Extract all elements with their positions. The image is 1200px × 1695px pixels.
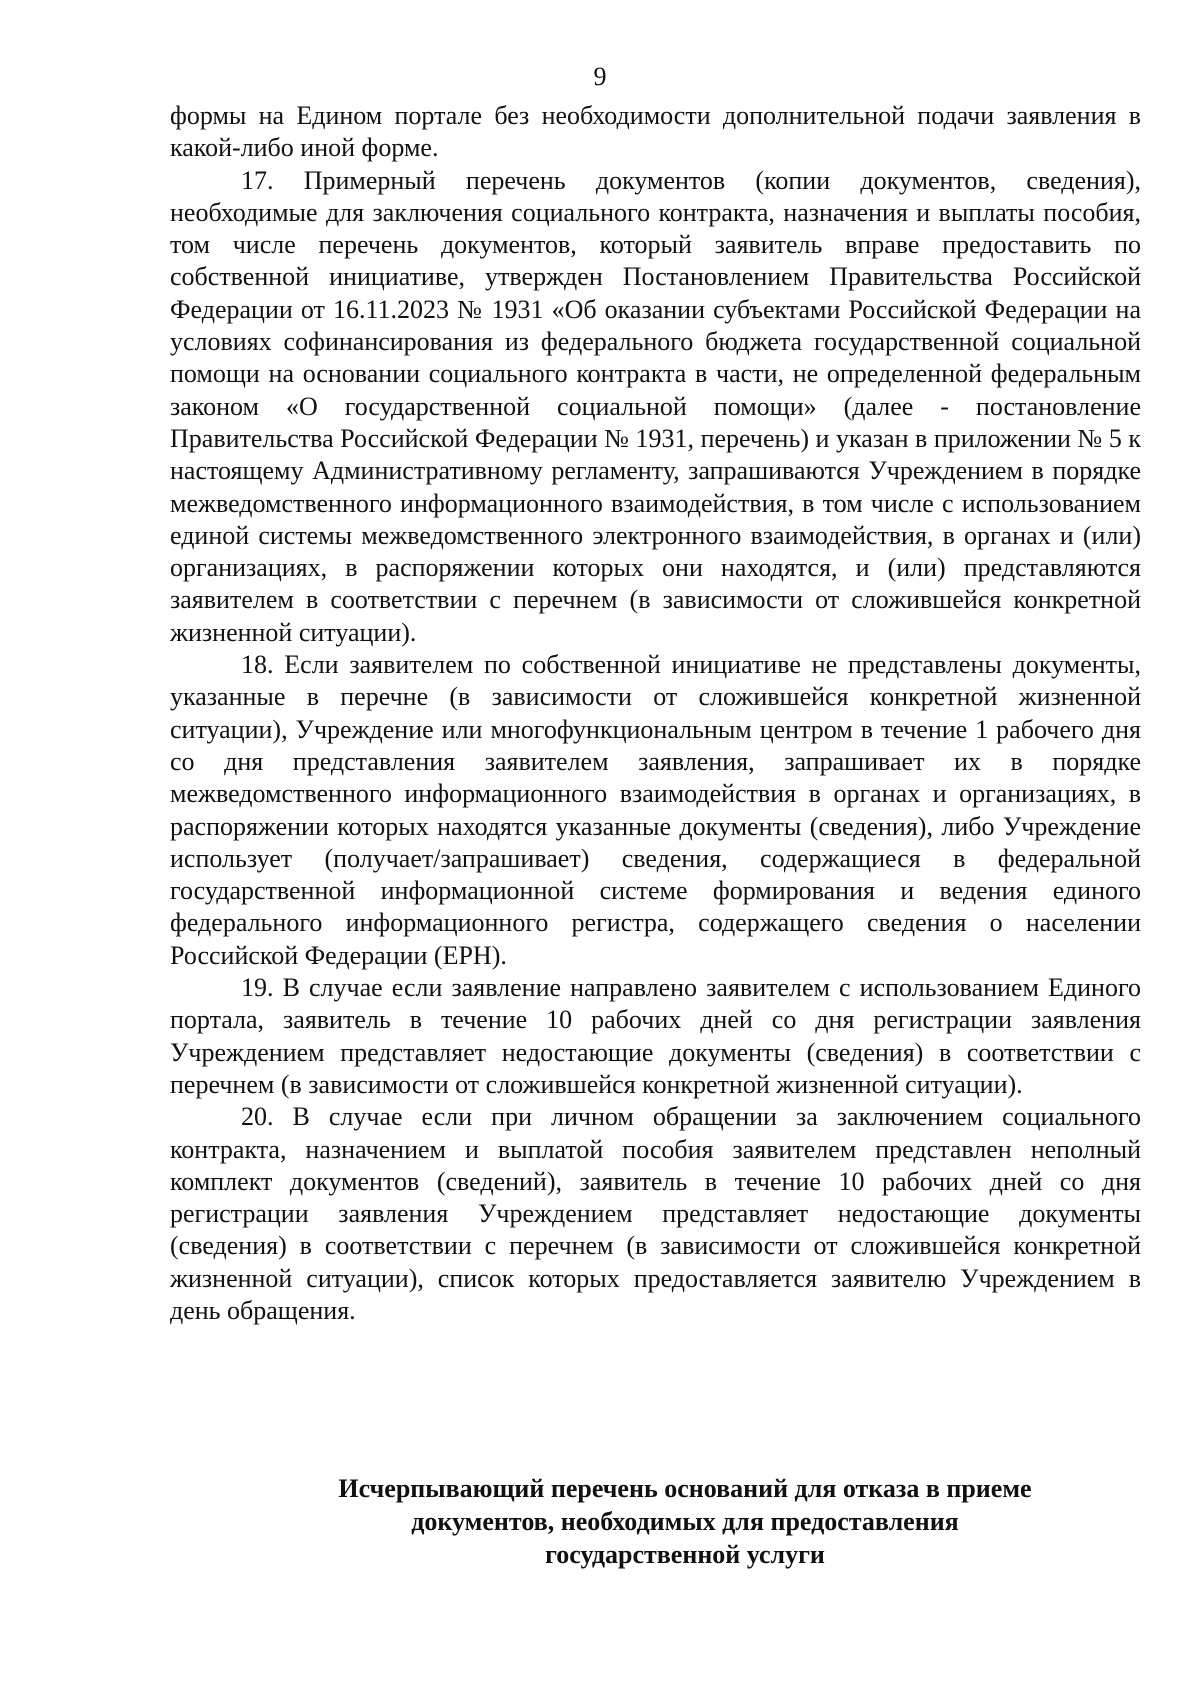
page-number: 9: [593, 62, 607, 91]
section-heading-line-2: документов, необходимых для предоставления: [411, 1507, 959, 1536]
section-heading: [290, 1472, 1080, 1571]
paragraph-19: 19. В случае если заявление направлено заявителем с использованием Единого портала, заявитель в течение 10 рабочих дней со дня регистрации заявления Учреждением представляет недостающие документы (сведения) в соответствии с перечнем (в зависимости от сложившейся конкретной жизненной ситуации).: [170, 973, 1141, 1099]
paragraph-continuation: формы на Едином портале без необходимости дополнительной подачи заявления в какой-либо иной форме.: [170, 101, 1141, 163]
paragraph-17: 17. Примерный перечень документов (копии документов, сведения), необходимые для заключения социального контракта, назначения и выплаты пособия, том числе перечень документов, который заявитель вправе предоставить по собственной инициативе, утвержден Постановлением Правительства Российской Федерации от 16.11.2023 № 1931 «Об оказании субъектами Российской Федерации на условиях софинансирования из федерального бюджета государственной социальной помощи на основании социального контракта в части, не определенной федеральным законом «О государственной социальной помощи» (далее - постановление Правительства Российской Федерации № 1931, перечень) и указан в приложении № 5 к настоящему Административному регламенту, запрашиваются Учреждением в порядке межведомственного информационного взаимодействия, в том числе с использованием единой системы межведомственного электронного взаимодействия, в органах и (или) организациях, в распоряжении которых они находятся, и (или) представляются заявителем в соответствии с перечнем (в зависимости от сложившейся конкретной жизненной ситуации).: [170, 165, 1141, 647]
paragraph-20: 20. В случае если при личном обращении за заключением социального контракта, назначением и выплатой пособия заявителем представлен неполный комплект документов (сведений), заявитель в течение 10 рабочих дней со дня регистрации заявления Учреждением представляет недостающие документы (сведения) в соответствии с перечнем (в зависимости от сложившейся конкретной жизненной ситуации), список которых предоставляется заявителю Учреждением в день обращения.: [170, 1102, 1141, 1325]
section-heading-line-3: государственной услуги: [545, 1540, 825, 1569]
section-heading-line-1: Исчерпывающий перечень оснований для отказа в приеме: [338, 1474, 1032, 1503]
document-body: [170, 100, 1141, 1327]
paragraph-18: 18. Если заявителем по собственной инициативе не представлены документы, указанные в перечне (в зависимости от сложившейся конкретной жизненной ситуации), Учреждение или многофункциональным центром в течение 1 рабочего дня со дня представления заявителем заявления, запрашивает их в порядке межведомственного информационного взаимодействия в органах и организациях, в распоряжении которых находятся указанные документы (сведения), либо Учреждение использует (получает/запрашивает) сведения, содержащиеся в федеральной государственной информационной системе формирования и ведения единого федерального информационного регистра, содержащего сведения о населении Российской Федерации (ЕРН).: [170, 650, 1141, 970]
